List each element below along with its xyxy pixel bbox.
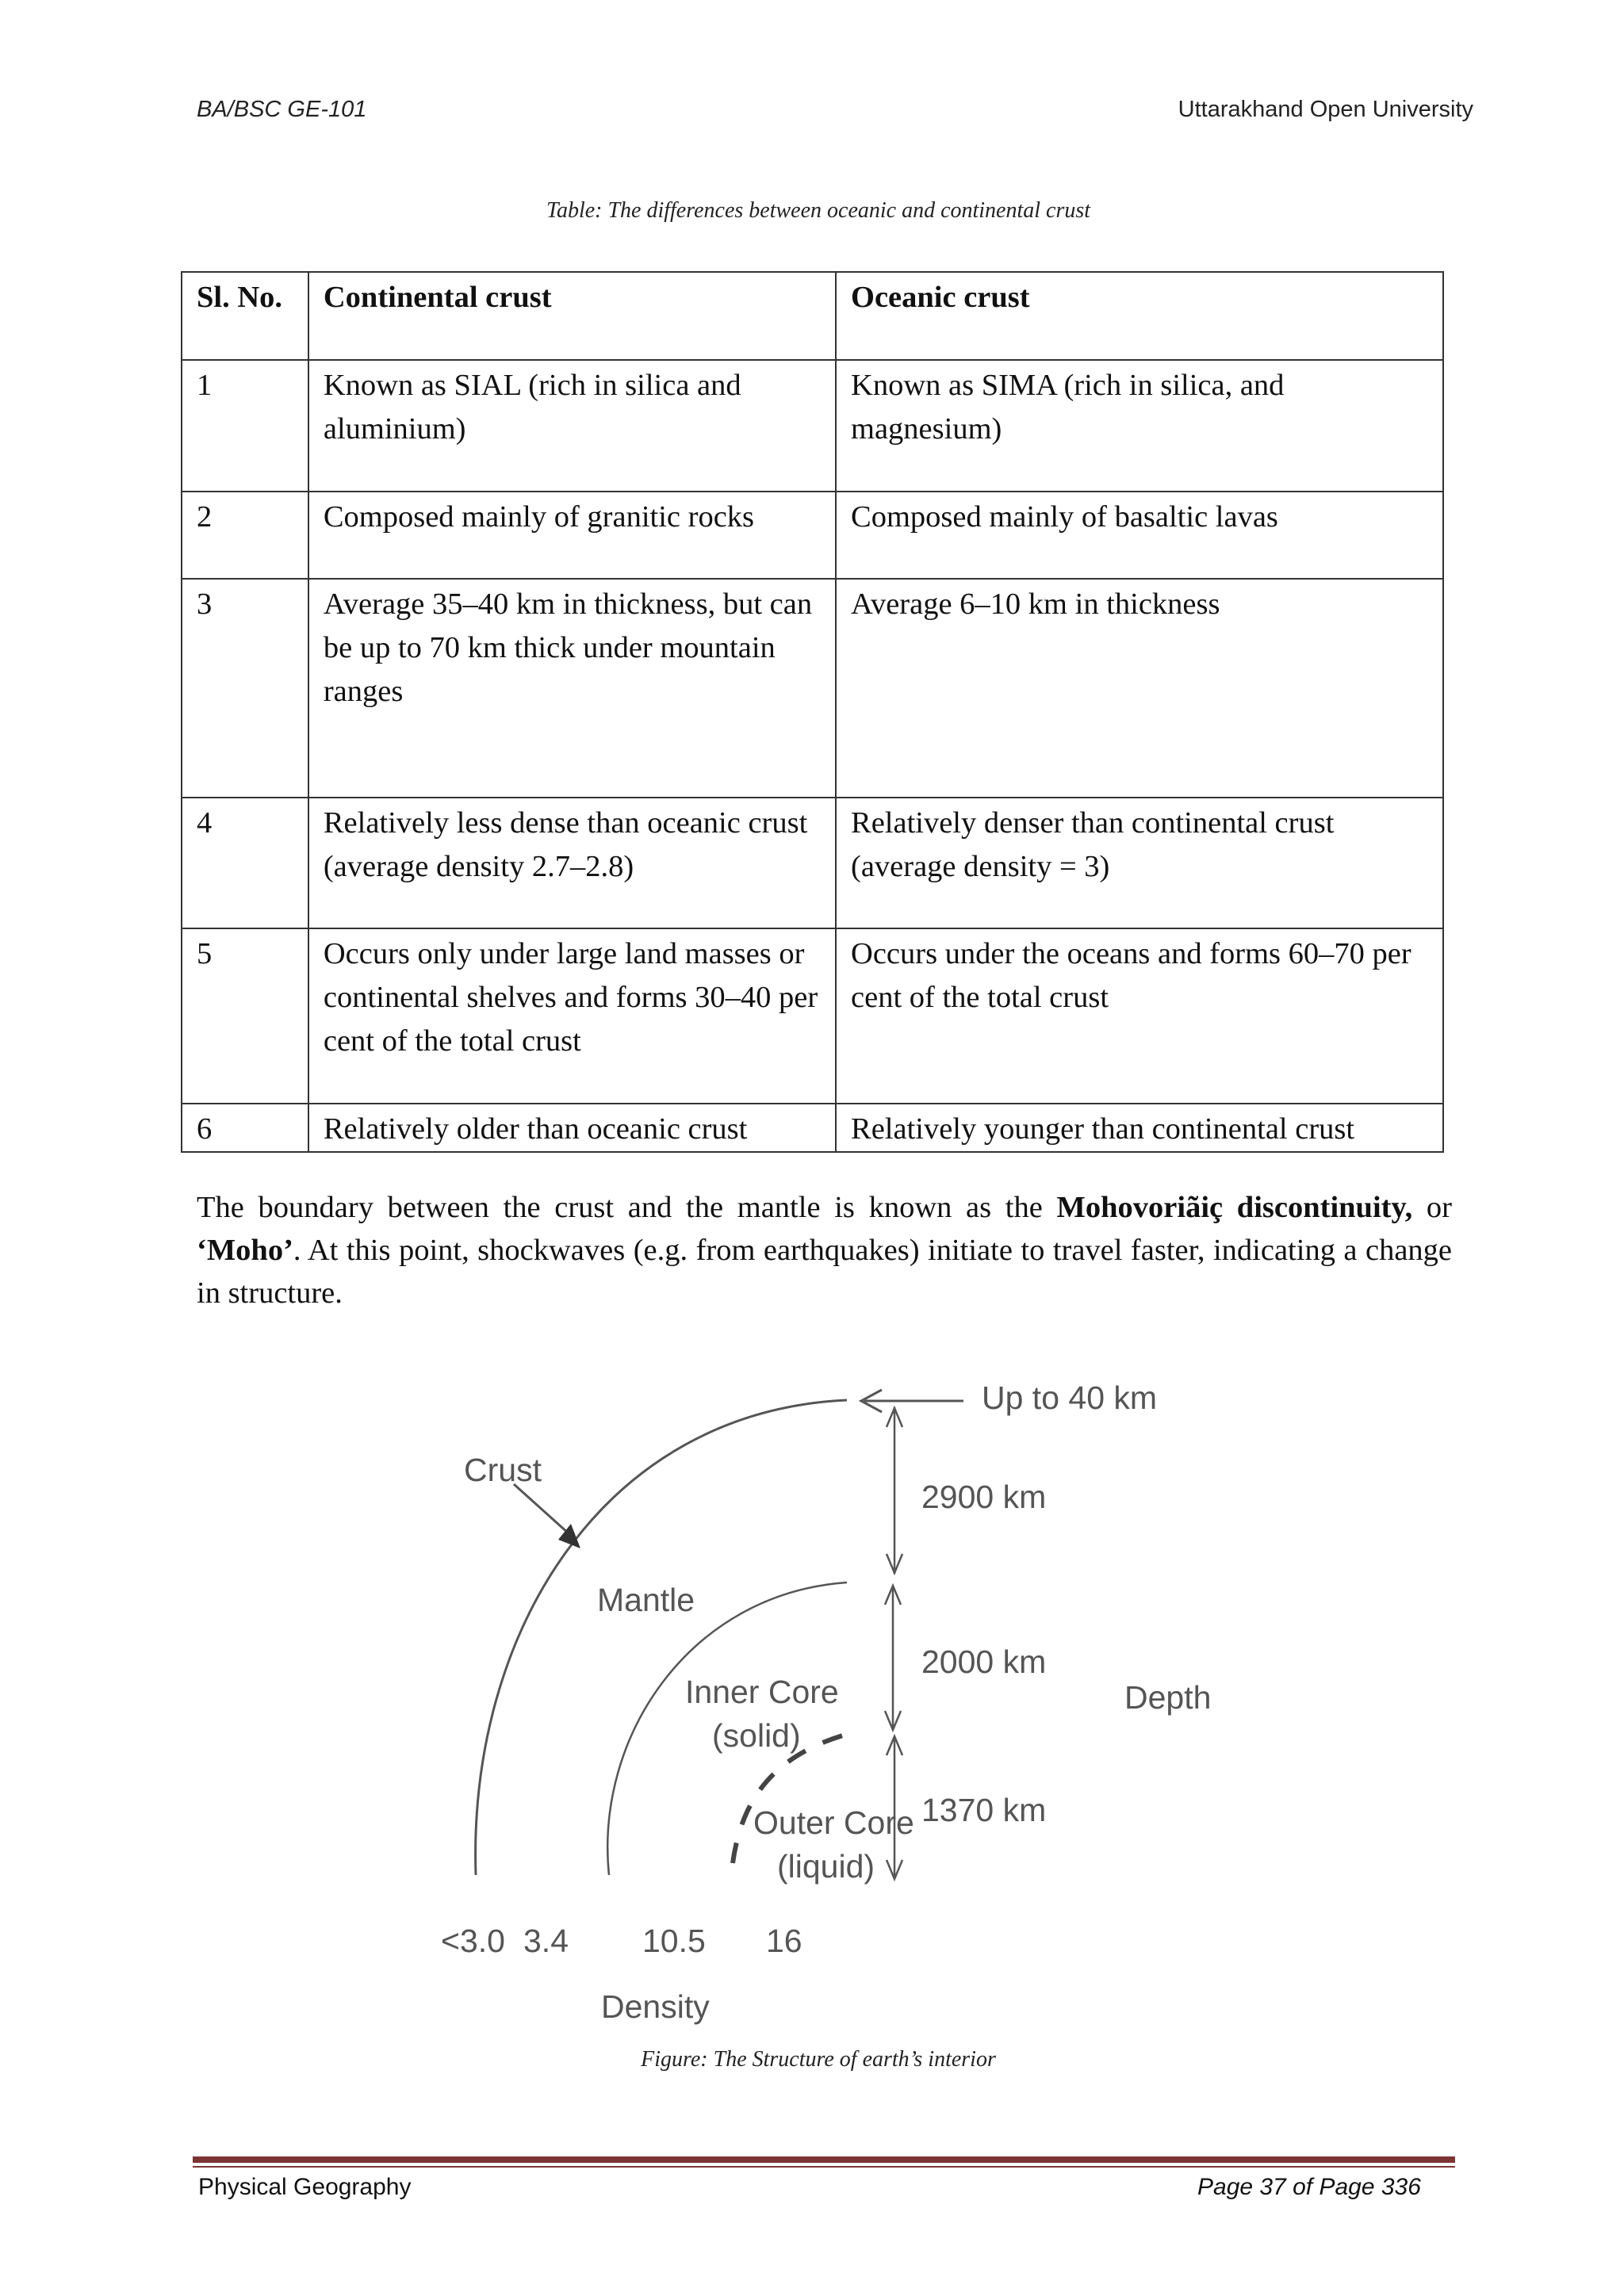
footer-subject: Physical Geography xyxy=(198,2174,412,2200)
moho-short-term: ‘Moho’ xyxy=(197,1234,293,1267)
footer-rule-thick xyxy=(193,2156,1455,2163)
oceanic-cell: Known as SIMA (rich in silica, and magnesium) xyxy=(836,360,1443,492)
row-number: 4 xyxy=(182,798,308,928)
header-sl-no: Sl. No. xyxy=(182,272,308,360)
header-course-code: BA/BSC GE-101 xyxy=(197,97,367,122)
outer-core-label: Outer Core xyxy=(753,1804,914,1841)
density-mantle-value: 3.4 xyxy=(523,1923,569,1959)
mantle-depth-label: 2900 km xyxy=(921,1479,1047,1515)
crust-pointer-line xyxy=(514,1484,569,1534)
paragraph-text: . At this point, shockwaves (e.g. from earthquakes) initiate to travel faster, indicating a change in structure. xyxy=(197,1234,1452,1310)
outer-core-state-label: (liquid) xyxy=(777,1848,875,1885)
row-number: 1 xyxy=(182,360,308,492)
header-oceanic: Oceanic crust xyxy=(836,272,1443,360)
moho-depth-label: Up to 40 km xyxy=(982,1380,1158,1416)
inner-core-boundary-line xyxy=(733,1735,845,1863)
footer-page-number: Page 37 of Page 336 xyxy=(1197,2174,1421,2200)
header-university: Uttarakhand Open University xyxy=(1178,97,1473,122)
density-inner-core-value: 16 xyxy=(766,1923,802,1959)
inner-core-label: Inner Core xyxy=(685,1674,839,1710)
oceanic-cell: Average 6–10 km in thickness xyxy=(836,579,1443,798)
continental-cell: Relatively older than oceanic crust xyxy=(308,1104,836,1152)
mantle-label: Mantle xyxy=(597,1582,695,1618)
moho-term: Mohovoriãiç discontinuity, xyxy=(1056,1191,1413,1224)
figure-caption: Figure: The Structure of earth’s interior xyxy=(641,2047,996,2072)
continental-cell: Occurs only under large land masses or continental shelves and forms 30–40 per cent of the total crust xyxy=(308,928,836,1104)
table-caption: Table: The differences between oceanic and continental crust xyxy=(546,198,1091,223)
row-number: 5 xyxy=(182,928,308,1104)
continental-cell: Known as SIAL (rich in silica and aluminium) xyxy=(308,360,836,492)
oceanic-cell: Relatively denser than continental crust (average density = 3) xyxy=(836,798,1443,928)
footer-rule-thin xyxy=(193,2166,1455,2168)
continental-cell: Relatively less dense than oceanic crust (average density 2.7–2.8) xyxy=(308,798,836,928)
inner-core-state-label: (solid) xyxy=(712,1717,801,1754)
oceanic-cell: Occurs under the oceans and forms 60–70 per cent of the total crust xyxy=(836,928,1443,1104)
paragraph-text: The boundary between the crust and the mantle is known as the xyxy=(197,1191,1057,1224)
crust-label: Crust xyxy=(464,1452,542,1488)
depth-axis-label: Depth xyxy=(1124,1679,1212,1716)
oceanic-cell: Composed mainly of basaltic lavas xyxy=(836,492,1443,579)
oceanic-cell: Relatively younger than continental crust xyxy=(836,1104,1443,1152)
row-number: 3 xyxy=(182,579,308,798)
continental-cell: Composed mainly of granitic rocks xyxy=(308,492,836,579)
row-number: 2 xyxy=(182,492,308,579)
paragraph-text: or xyxy=(1412,1191,1452,1224)
inner-core-depth-label: 1370 km xyxy=(921,1792,1047,1828)
density-axis-label: Density xyxy=(601,1988,710,2025)
continental-cell: Average 35–40 km in thickness, but can be up to 70 km thick under mountain ranges xyxy=(308,579,836,798)
header-continental: Continental crust xyxy=(308,272,836,360)
row-number: 6 xyxy=(182,1104,308,1152)
density-outer-core-value: 10.5 xyxy=(642,1923,706,1959)
outer-core-depth-label: 2000 km xyxy=(921,1644,1047,1680)
density-crust-value: <3.0 xyxy=(441,1923,505,1959)
